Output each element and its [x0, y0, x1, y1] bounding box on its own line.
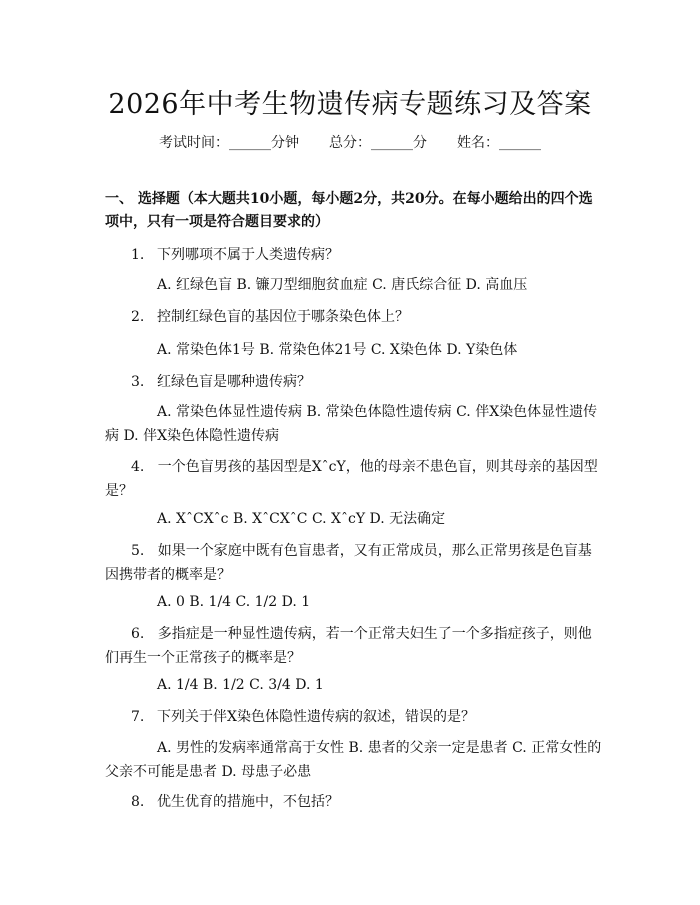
question-2-options: A. 常染色体1号 B. 常染色体21号 C. X染色体 D. Y染色体	[157, 342, 518, 358]
exam-total-score: 总分：______分	[329, 135, 427, 151]
question-4-options: A. XˆCXˆc B. XˆCXˆC C. XˆcY D. 无法确定	[157, 511, 446, 527]
question-number: 1.	[131, 247, 145, 263]
question-number: 2.	[131, 309, 145, 325]
question-text: 下列关于伴X染色体隐性遗传病的叙述，错误的是？	[157, 709, 475, 725]
question-text: 控制红绿色盲的基因位于哪条染色体上？	[157, 309, 409, 325]
question-number: 3.	[131, 374, 145, 390]
question-6	[105, 622, 605, 670]
question-8	[105, 790, 605, 814]
question-number: 4.	[131, 459, 145, 475]
exam-meta	[0, 132, 700, 152]
question-text: 多指症是一种显性遗传病，若一个正常夫妇生了一个多指症孩子，则他们再生一个正常孩子的概率是？	[105, 626, 592, 666]
question-number: 7.	[131, 709, 145, 725]
question-7-options: A. 男性的发病率通常高于女性 B. 患者的父亲一定是患者 C. 正常女性的父亲不可能是患者 D. 母患子必患	[105, 740, 602, 780]
question-4	[105, 455, 605, 503]
question-text: 下列哪项不属于人类遗传病？	[157, 247, 339, 263]
question-2	[105, 305, 605, 329]
question-3	[105, 370, 605, 394]
question-1	[105, 243, 605, 267]
question-7	[105, 705, 605, 729]
question-number: 6.	[131, 626, 145, 642]
question-1-options: A. 红绿色盲 B. 镰刀型细胞贫血症 C. 唐氏综合征 D. 高血压	[157, 277, 528, 293]
question-number: 5.	[131, 543, 145, 559]
section-heading: 一、 选择题（本大题共10小题，每小题2分，共20分。在每小题给出的四个选项中，只有一项是符合题目要求的）	[105, 191, 593, 230]
question-text: 优生优育的措施中，不包括？	[157, 794, 339, 810]
document-title: 2026年中考生物遗传病专题练习及答案	[108, 89, 592, 120]
exam-time: 考试时间：______分钟	[159, 135, 299, 151]
exam-name-field: 姓名：______	[457, 135, 541, 151]
question-number: 8.	[131, 794, 145, 810]
question-5	[105, 539, 605, 587]
question-3-options: A. 常染色体显性遗传病 B. 常染色体隐性遗传病 C. 伴X染色体显性遗传病 D. 伴X染色体隐性遗传病	[105, 404, 598, 444]
question-text: 如果一个家庭中既有色盲患者，又有正常成员，那么正常男孩是色盲基因携带者的概率是？	[105, 543, 592, 583]
question-6-options: A. 1/4 B. 1/2 C. 3/4 D. 1	[157, 677, 324, 693]
question-text: 红绿色盲是哪种遗传病？	[157, 374, 311, 390]
question-text: 一个色盲男孩的基因型是XˆcY，他的母亲不患色盲，则其母亲的基因型是？	[105, 459, 598, 499]
question-5-options: A. 0 B. 1/4 C. 1/2 D. 1	[157, 594, 311, 610]
